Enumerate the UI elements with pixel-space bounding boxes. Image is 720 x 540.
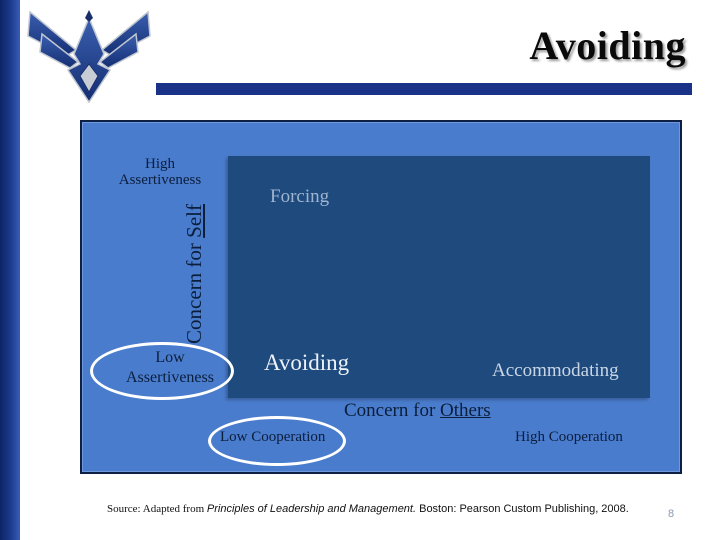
low-assertiveness-line2: Assertiveness: [126, 369, 214, 386]
concern-for-self-emphasis: Self: [182, 204, 206, 238]
concern-for-others-prefix: Concern for: [344, 400, 441, 421]
title-rule: [156, 83, 692, 95]
high-assertiveness-label: [112, 156, 208, 188]
conflict-style-diagram: [80, 120, 682, 474]
avoiding-quadrant-label: Avoiding: [264, 350, 350, 375]
accommodating-quadrant-label: Accommodating: [492, 360, 619, 381]
source-citation: [107, 503, 629, 515]
high-cooperation-label: High Cooperation: [515, 429, 623, 445]
concern-for-self-axis-title: [182, 204, 207, 344]
low-assertiveness-line1: Low: [155, 349, 185, 366]
source-title: Principles of Leadership and Management.: [206, 503, 417, 515]
page-number: 8: [668, 508, 675, 520]
air-force-wings-logo: [26, 6, 152, 106]
high-assertiveness-line1: High: [145, 156, 175, 172]
low-assertiveness-highlight-ellipse: [90, 342, 234, 400]
forcing-quadrant-label: Forcing: [270, 186, 330, 207]
concern-for-self-prefix: Concern for: [182, 237, 206, 344]
concern-for-others-axis-title: [344, 400, 491, 422]
concern-for-others-emphasis: Others: [440, 400, 491, 421]
left-decorative-stripe: [0, 0, 20, 540]
source-suffix: Boston: Pearson Custom Publishing, 2008.: [416, 503, 629, 515]
source-prefix: Source: Adapted from: [107, 503, 207, 515]
high-assertiveness-line2: Assertiveness: [118, 172, 202, 188]
low-cooperation-highlight-ellipse: [208, 416, 346, 466]
slide-title: Avoiding: [529, 23, 686, 68]
low-cooperation-label: Low Cooperation: [220, 429, 326, 445]
